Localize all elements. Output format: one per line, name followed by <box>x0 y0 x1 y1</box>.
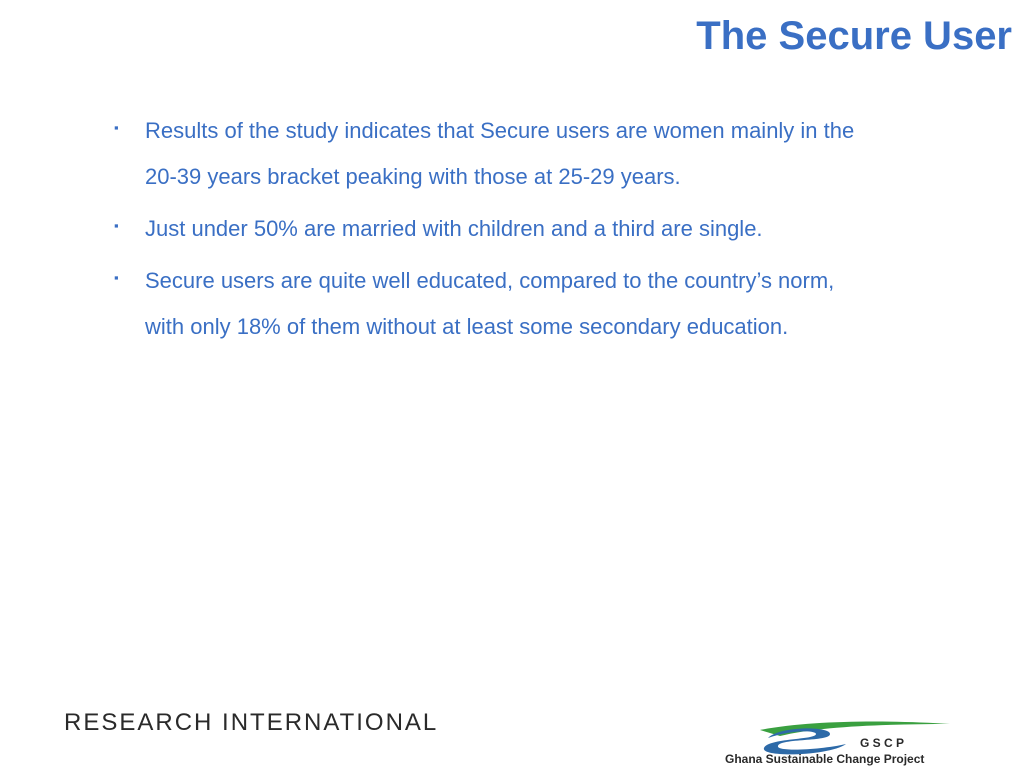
logo-acronym: G S C P <box>860 736 905 750</box>
bullet-item <box>112 258 992 350</box>
bullet-item <box>112 206 992 252</box>
bullet-line: Results of the study indicates that Secure users are women mainly in the <box>145 118 855 143</box>
bullet-line: with only 18% of them without at least some secondary education. <box>145 314 789 339</box>
bullet-line: 20-39 years bracket peaking with those at 25-29 years. <box>145 164 681 189</box>
gscp-logo <box>720 716 1020 768</box>
bullet-item <box>112 108 992 200</box>
square-bullet-icon: ▪ <box>114 270 119 285</box>
slide-title: The Secure User <box>696 14 1012 58</box>
square-bullet-icon: ▪ <box>114 218 119 233</box>
bullet-list <box>112 108 992 356</box>
bullet-line: Secure users are quite well educated, compared to the country’s norm, <box>145 268 835 293</box>
square-bullet-icon: ▪ <box>114 120 119 135</box>
swoosh-green-icon <box>760 722 950 736</box>
logo-name: Ghana Sustainable Change Project <box>725 752 925 766</box>
research-international-logo-text: RESEARCH INTERNATIONAL <box>64 709 439 736</box>
bullet-line: Just under 50% are married with children and a third are single. <box>145 216 763 241</box>
